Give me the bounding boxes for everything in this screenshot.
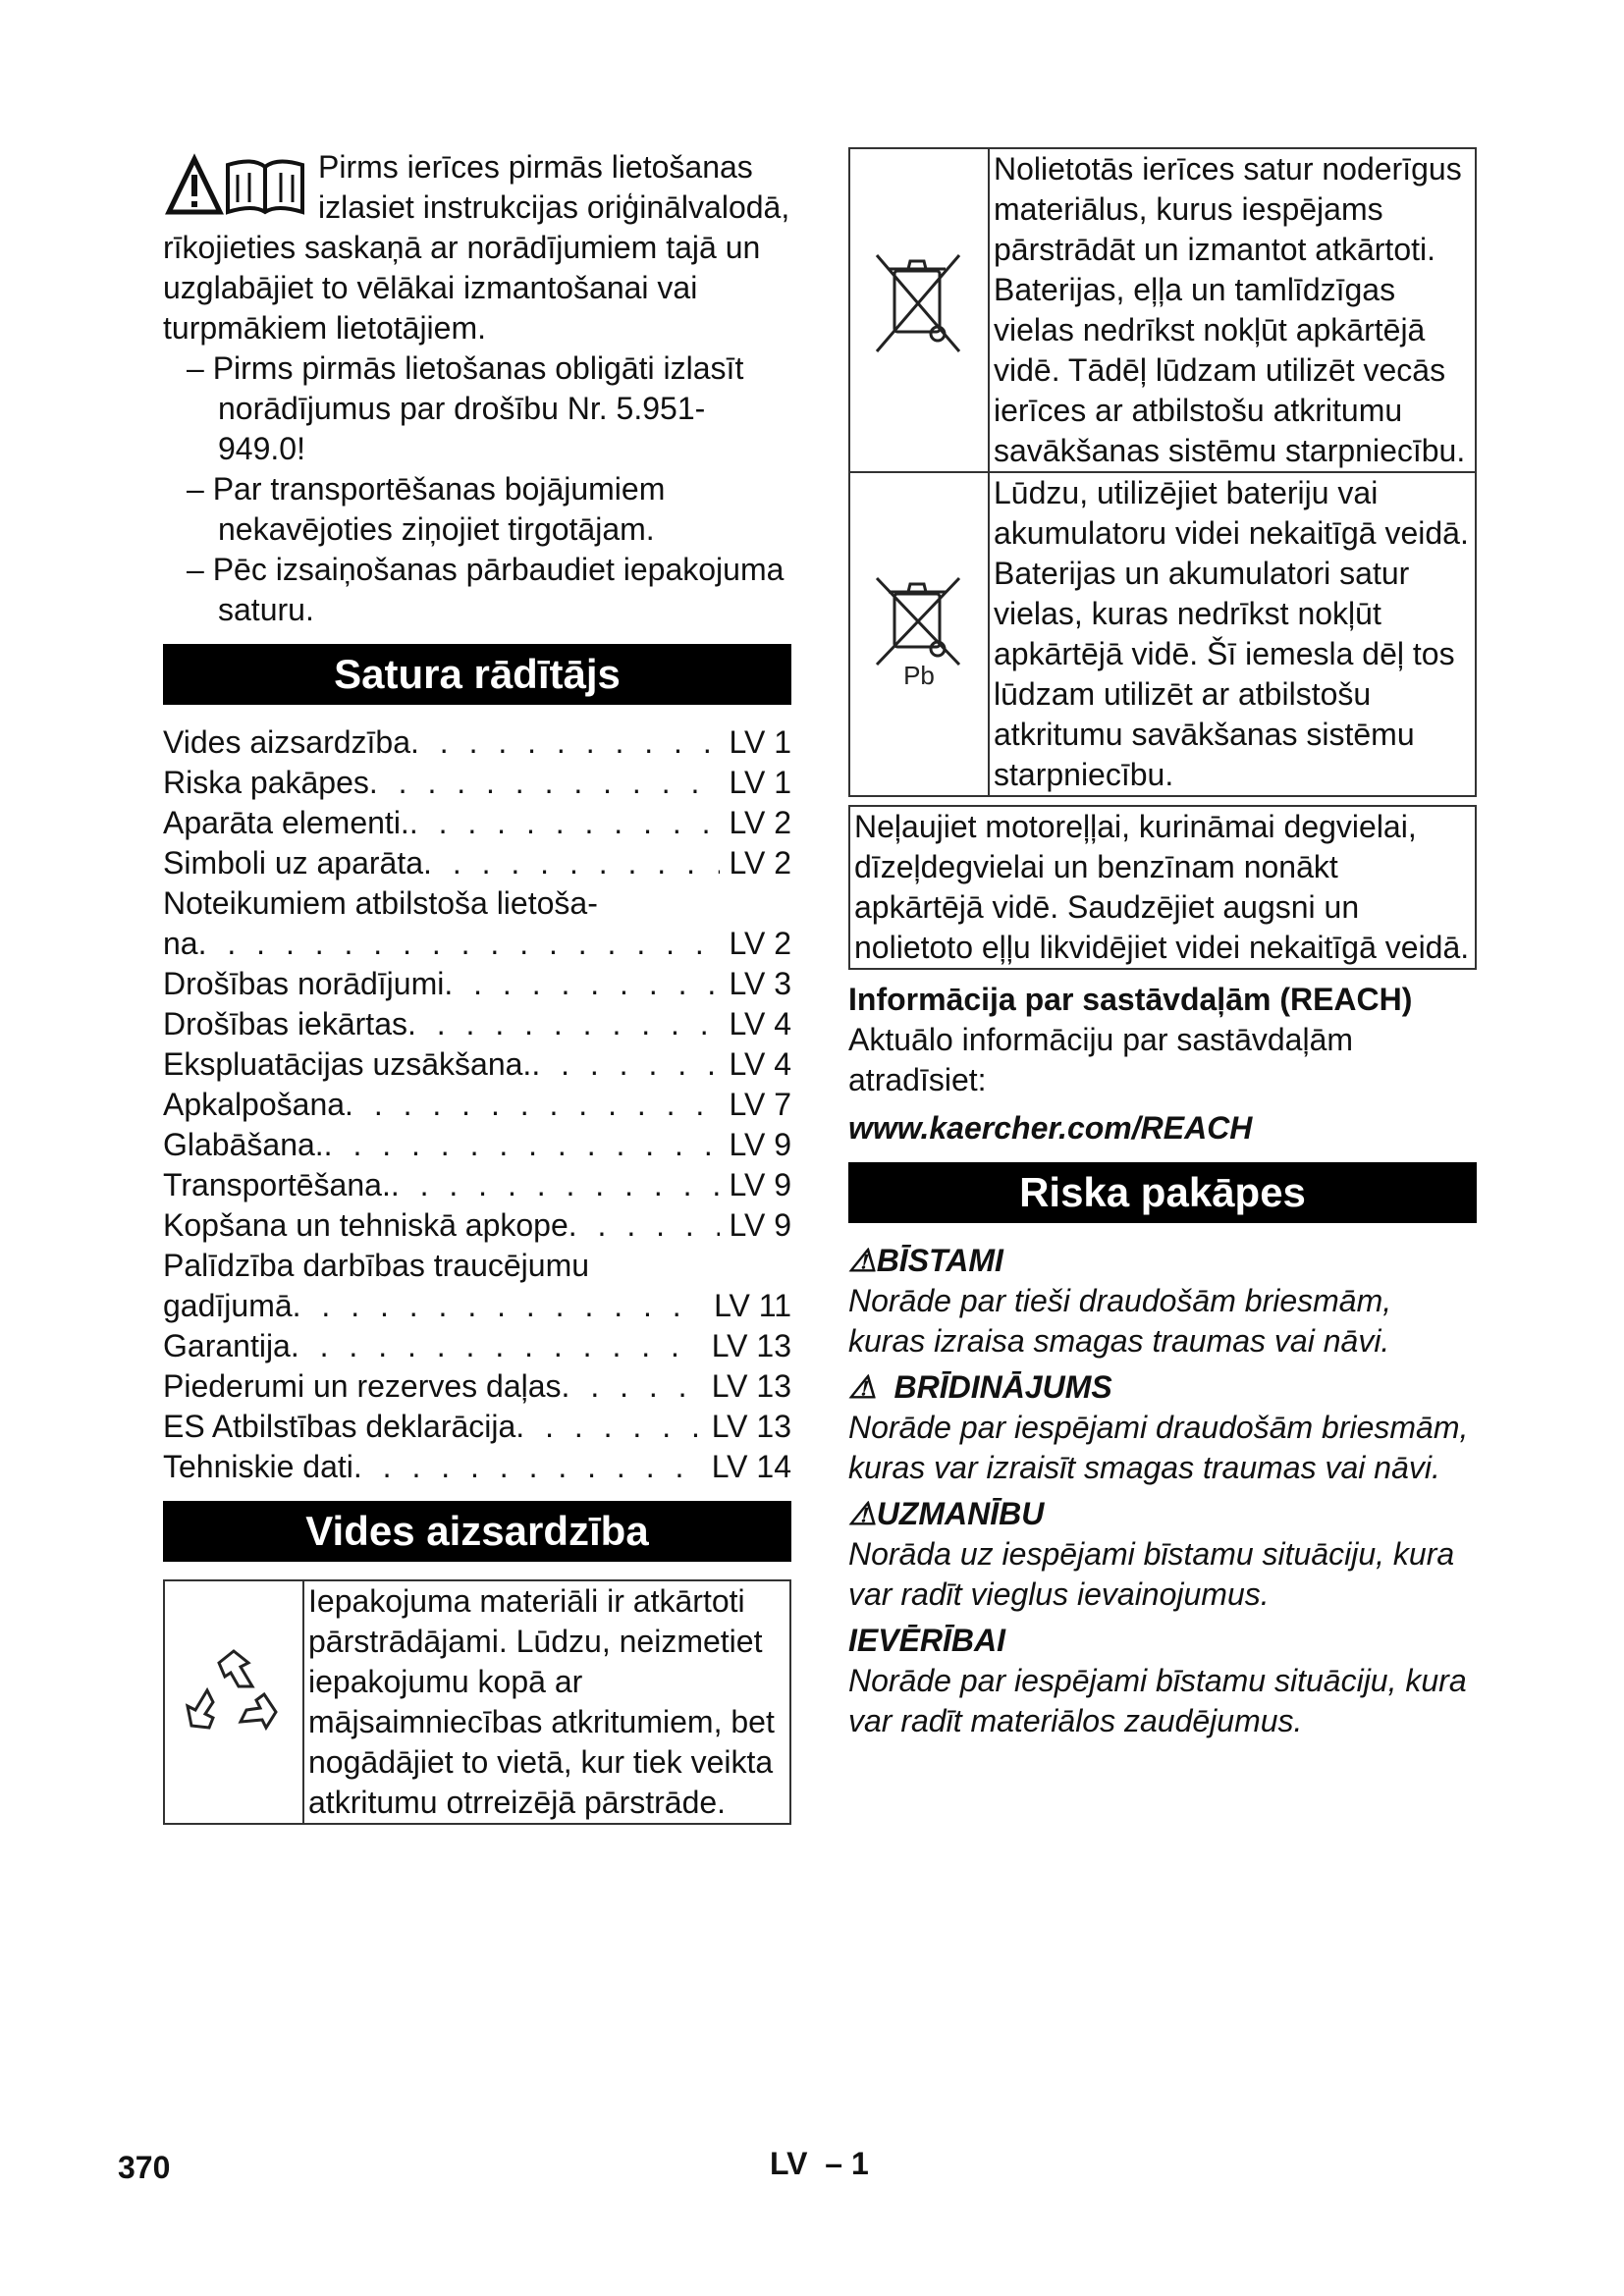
environment-heading: Vides aizsardzība [163,1501,791,1562]
risk-level-caution [848,1494,1477,1615]
warning-triangle-icon: ⚠ [848,1243,877,1278]
reach-text: Aktuālo informāciju par sastāvdaļām atradīsiet: [848,1022,1354,1097]
toc-item[interactable]: ES Atbilstības deklarācija . . . LV 13 [163,1407,791,1447]
toc-item[interactable]: Ekspluatācijas uzsākšana. . . . LV 4 [163,1044,791,1085]
toc-item[interactable]: Vides aizsardzība . . . LV 1 [163,722,791,763]
recycle-note [163,1579,791,1825]
oil-note: Neļaujiet motoreļļai, kurināmai degvielai, dīzeļdegvielai un benzīnam nonākt apkārtējā vidē. Saudzējiet augsni un nolietoto eļļu likvidējiet videi nekaitīgā veidā. [848,805,1477,970]
warning-triangle-icon: ⚠ [848,1369,894,1405]
weee-icon-cell [849,148,989,472]
reach-heading: Informācija par sastāvdaļām (REACH) [848,982,1413,1017]
level-name: BRĪDINĀJUMS [893,1369,1112,1405]
toc-item[interactable]: Apkalpošana . . . LV 7 [163,1085,791,1125]
risk-level-danger [848,1241,1477,1362]
crossed-bin-icon [865,241,973,369]
intro-paragraph: Pirms ierīces pirmās lietošanas izlasiet instrukcijas oriģinālvalodā, rīkojieties saskaņā ar norādījumiem tajā un uzglabājiet to vēlākai izmantošanai vai turpmākiem lietotājiem. [163,149,790,346]
right-column [848,147,1477,1741]
level-text: Norāde par tieši draudošām briesmām, kuras izraisa smagas traumas vai nāvi. [848,1283,1392,1359]
toc-item[interactable]: Aparāta elementi. . . . LV 2 [163,803,791,843]
toc-item[interactable]: Noteikumiem atbilstoša lietoša- na . . . LV 2 [163,883,791,964]
level-name: UZMANĪBU [876,1496,1045,1531]
toc-item[interactable]: Garantija . . . LV 13 [163,1326,791,1366]
table-of-contents [163,722,791,1487]
recycle-icon [180,1643,288,1751]
risk-heading: Riska pakāpes [848,1162,1477,1223]
toc-item[interactable]: Transportēšana. . . . LV 9 [163,1165,791,1205]
toc-item[interactable]: Kopšana un tehniskā apkope . . . LV 9 [163,1205,791,1246]
section-label: LV [770,2146,808,2181]
left-column [163,147,791,1825]
weee-text: Nolietotās ierīces satur noderīgus materiālus, kurus iespējams pārstrādāt un izmantot atkārtoti. Baterijas, eļļa un tamlīdzīgas vielas nedrīkst nokļūt apkārtējā vidē. Tādēļ lūdzam utilizēt vecās ierīces ar atbilstošu atkritumu savākšanas sistēmu starpniecību. [989,148,1476,472]
warning-triangle-icon: ⚠ [848,1496,877,1531]
section-page: – 1 [825,2146,869,2181]
battery-icon-cell [849,472,989,796]
toc-item[interactable]: Palīdzība darbības traucējumu gadījumā . . . LV 11 [163,1246,791,1326]
risk-level-notice [848,1621,1477,1741]
page-number: 370 [118,2150,171,2185]
reach-link[interactable]: www.kaercher.com/REACH [848,1110,1253,1146]
intro-list [163,348,791,630]
toc-item[interactable]: Simboli uz aparāta . . . LV 2 [163,843,791,883]
toc-item[interactable]: Drošības norādījumi . . . LV 3 [163,964,791,1004]
level-name: IEVĒRĪBAI [848,1623,1006,1658]
level-text: Norāde par iespējami draudošām briesmām, kuras var izraisīt smagas traumas vai nāvi. [848,1410,1469,1485]
risk-level-warning [848,1367,1477,1488]
list-item: – Pirms pirmās lietošanas obligāti izlasīt norādījumus par drošību Nr. 5.951-949.0! [163,348,791,469]
battery-text: Lūdzu, utilizējiet bateriju vai akumulatoru videi nekaitīgā veidā. Baterijas un akumulatori satur vielas, kuras nedrīkst nokļūt apkārtējā vidē. Šī iemesla dēļ tos lūdzam utilizēt ar atbilstošu atkritumu savākšanas sistēmu starpniecību. [989,472,1476,796]
toc-heading: Satura rādītājs [163,644,791,705]
toc-item[interactable]: Drošības iekārtas . . . LV 4 [163,1004,791,1044]
disposal-table [848,147,1477,797]
crossed-bin-battery-icon [865,570,973,688]
toc-item[interactable]: Piederumi un rezerves daļas . . . LV 13 [163,1366,791,1407]
section-marker [770,2146,869,2182]
level-text: Norāde par iespējami bīstamu situāciju, kura var radīt materiālos zaudējumus. [848,1663,1467,1738]
toc-item[interactable]: Riska pakāpes . . . LV 1 [163,763,791,803]
toc-item[interactable]: Tehniskie dati . . . LV 14 [163,1447,791,1487]
intro-block [163,147,791,630]
recycle-text: Iepakojuma materiāli ir atkārtoti pārstrādājami. Lūdzu, neizmetiet iepakojumu kopā ar mājsaimniecības atkritumiem, bet nogādājiet to vietā, kur tiek veikta atkritumu otrreizējā pārstrāde. [303,1580,790,1824]
level-name: BĪSTAMI [876,1243,1003,1278]
battery-label: Pb [903,661,935,688]
list-item: – Pēc izsaiņošanas pārbaudiet iepakojuma saturu. [163,550,791,630]
warning-manual-icon [163,151,310,220]
toc-item[interactable]: Glabāšana. . . . LV 9 [163,1125,791,1165]
list-item: – Par transportēšanas bojājumiem nekavējoties ziņojiet tirgotājam. [163,469,791,550]
recycle-icon-cell [164,1580,303,1824]
level-text: Norāda uz iespējami bīstamu situāciju, kura var radīt vieglus ievainojumus. [848,1536,1455,1612]
